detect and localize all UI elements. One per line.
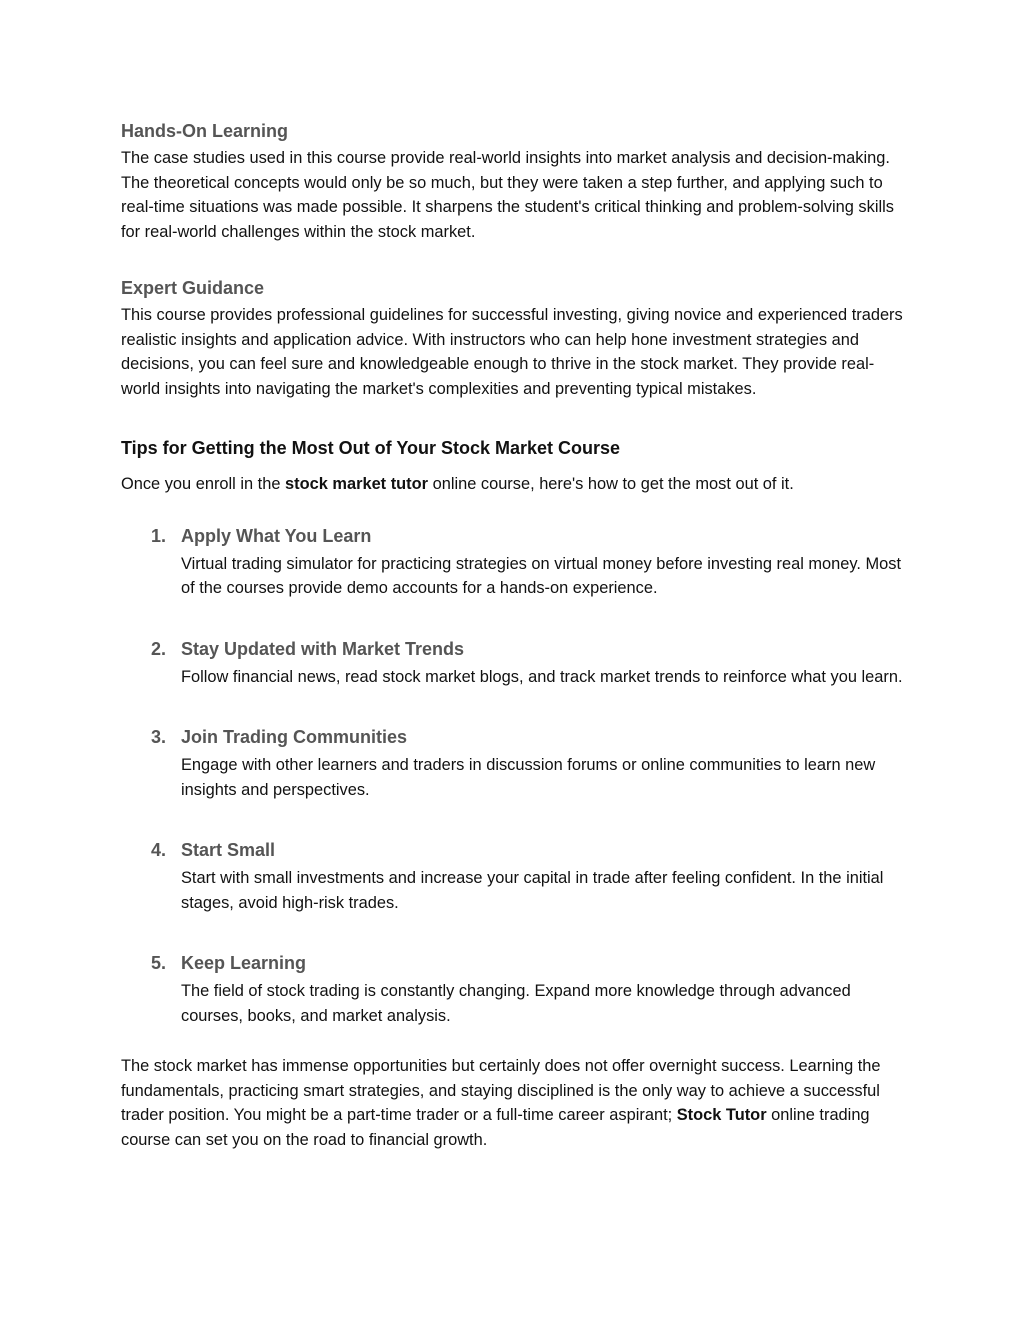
list-item-description: Virtual trading simulator for practicing strategies on virtual money before investing real money. Most of the courses provide demo accounts for a hands-on experience. — [181, 554, 902, 597]
list-item-number: 5. — [151, 953, 167, 973]
list-item-title: Stay Updated with Market Trends — [181, 638, 465, 659]
tips-intro — [121, 472, 911, 497]
list-item — [121, 636, 911, 690]
tips-intro-text-end: online course, here's how to get the most out of it. — [428, 475, 794, 493]
list-item-number: 1. — [151, 525, 167, 546]
list-item-description: Engage with other learners and traders in discussion forums or online communities to learn new insights and perspectives. — [181, 756, 876, 799]
section-heading-expert-guidance: Expert Guidance — [121, 278, 265, 298]
list-item-description: Start with small investments and increase your capital in trade after feeling confident. In the initial stages, avoid high-risk trades. — [181, 869, 884, 912]
list-item-title: Join Trading Communities — [181, 727, 408, 747]
list-item-title: Keep Learning — [181, 953, 307, 973]
document-content — [121, 118, 911, 1152]
list-item-title: Apply What You Learn — [181, 525, 372, 546]
section-body-expert-guidance: This course provides professional guidelines for successful investing, giving novice and experienced traders realistic insights and application advice. With instructors who can help hone investment strategies and decisions, you can feel sure and knowledgeable enough to thrive in the stock market. They provide real-world insights into navigating the market's complexities and preventing typical mistakes. — [121, 306, 903, 398]
list-item-number: 3. — [151, 727, 167, 747]
closing-text-end: online trading course can set you on the road to financial growth. — [121, 1106, 870, 1149]
list-item-number: 4. — [151, 840, 167, 860]
closing-bold-brand: Stock Tutor — [676, 1106, 767, 1124]
list-item-number: 2. — [151, 638, 167, 659]
list-item — [121, 837, 911, 915]
list-item — [121, 523, 911, 601]
list-item — [121, 950, 911, 1028]
list-item — [121, 724, 911, 802]
closing-text: The stock market has immense opportunities but certainly does not offer overnight success. Learning the fundamentals, practicing smart strategies, and staying disciplined is the only way to achieve a successful trader position. You might be a part-time trader or a full-time career aspirant; — [121, 1057, 881, 1124]
list-item-description: The field of stock trading is constantly changing. Expand more knowledge through advanced courses, books, and market analysis. — [181, 982, 851, 1025]
tips-list — [121, 523, 911, 1029]
tips-intro-bold-link: stock market tutor — [285, 475, 429, 493]
section-body-hands-on: The case studies used in this course provide real-world insights into market analysis and decision-making. The theoretical concepts would only be so much, but they were taken a step further, and applying such to real-time situations was made possible. It sharpens the student's critical thinking and problem-solving skills for real-world challenges within the stock market. — [121, 149, 894, 241]
list-item-description: Follow financial news, read stock market blogs, and track market trends to reinforce what you learn. — [181, 667, 903, 686]
tips-heading: Tips for Getting the Most Out of Your Stock Market Course — [121, 438, 621, 458]
section-heading-hands-on: Hands-On Learning — [121, 121, 289, 141]
tips-intro-text: Once you enroll in the — [121, 475, 286, 493]
list-item-title: Start Small — [181, 840, 276, 860]
closing-paragraph — [121, 1054, 911, 1152]
